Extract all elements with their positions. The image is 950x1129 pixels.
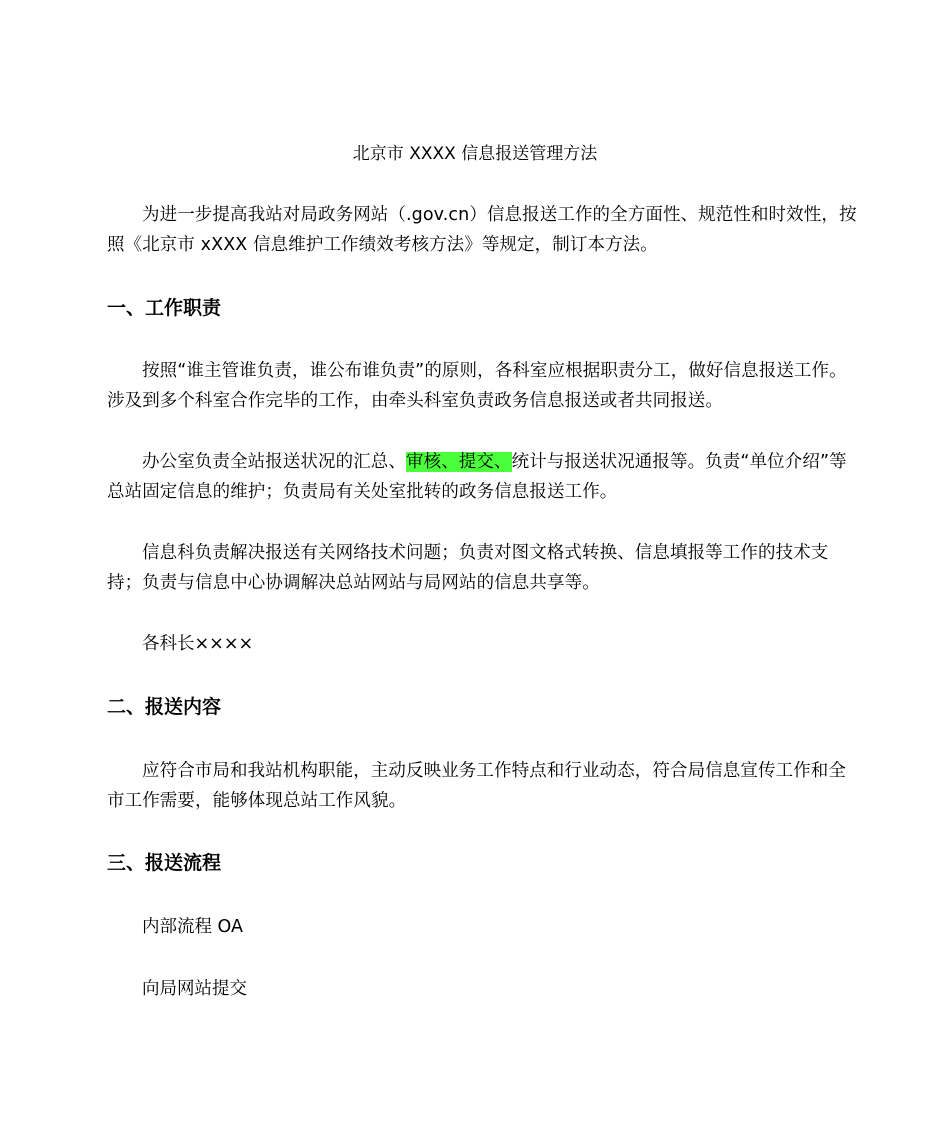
section1-paragraph-3: 信息科负责解决报送有关网络技术问题；负责对图文格式转换、信息填报等工作的技术支持；负责与信息中心协调解决总站网站与局网站的信息共享等。 [107,543,829,593]
paragraph-text-before: 办公室负责全站报送状况的汇总、 [142,452,406,472]
section1-heading: 一、工作职责 [107,297,222,319]
section2-paragraph-1: 应符合市局和我站机构职能，主动反映业务工作特点和行业动态，符合局信息宣传工作和全市工作需要，能够体现总站工作风貌。 [107,761,846,811]
section1-paragraph-2 [107,447,857,507]
section3-item-2: 向局网站提交 [142,979,247,999]
intro-paragraph: 为进一步提高我站对局政务网站（.gov.cn）信息报送工作的全方面性、规范性和时效性，按照《北京市 xXXX 信息维护工作绩效考核方法》等规定，制订本方法。 [107,205,857,255]
section3-item-1: 内部流程 OA [142,917,244,937]
section1-paragraph-1: 按照“谁主管谁负责，谁公布谁负责”的原则，各科室应根据职责分工，做好信息报送工作。涉及到多个科室合作完毕的工作，由牵头科室负责政务信息报送或者共同报送。 [107,361,847,411]
section2-heading: 二、报送内容 [107,696,222,718]
highlighted-text: 审核、提交、 [406,452,512,472]
section1-paragraph-4: 各科长×××× [142,634,254,654]
section3-heading: 三、报送流程 [107,852,222,874]
paragraph-text-after: 统计与报送状况通报等。负责“单位介绍”等总站固定信息的维护；负责局有关处室批转的政务信息报送工作。 [107,452,847,502]
document-title: 北京市 XXXX 信息报送管理方法 [352,144,598,164]
